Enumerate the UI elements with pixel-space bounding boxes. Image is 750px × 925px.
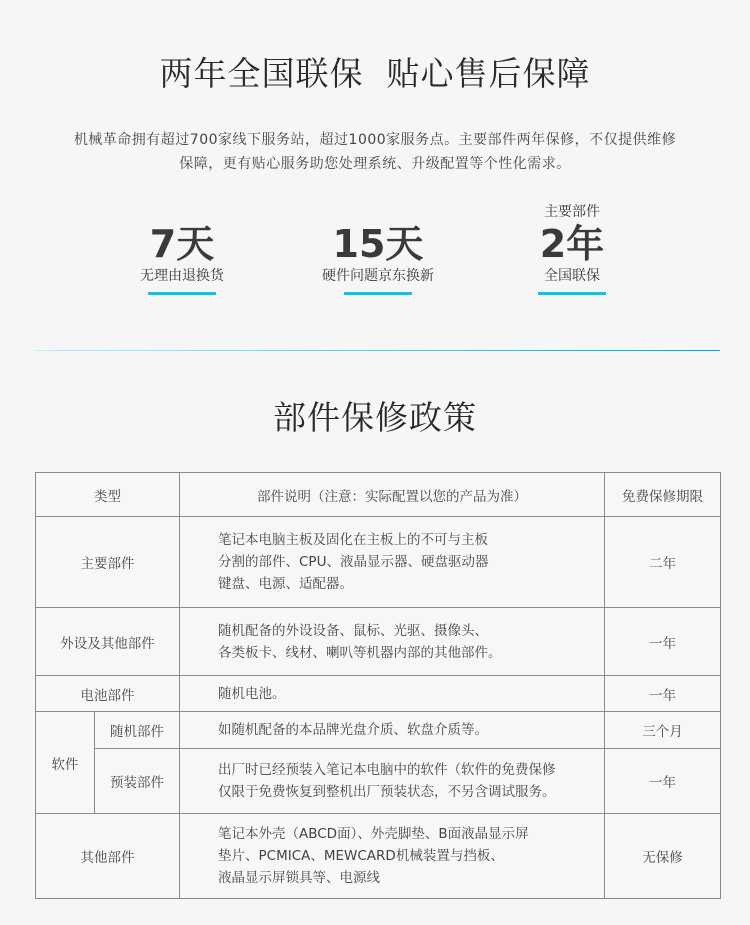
period-cell: 一年 xyxy=(605,676,721,712)
table-header-row xyxy=(36,473,721,517)
page-headline: 两年全国联保 贴心售后保障 xyxy=(159,54,591,93)
stat-exchange-15-days xyxy=(293,222,463,295)
stat-caption: 硬件问题京东换新 xyxy=(322,268,434,284)
stat-warranty-2-years xyxy=(487,202,657,295)
type-cell: 电池部件 xyxy=(36,676,180,712)
header-period: 免费保修期限 xyxy=(605,473,721,517)
type-cell: 外设及其他部件 xyxy=(36,608,180,676)
section-title: 部件保修政策 xyxy=(273,398,477,437)
subtype-cell: 随机部件 xyxy=(95,712,180,749)
table-row xyxy=(36,608,721,676)
type-cell: 其他部件 xyxy=(36,814,180,899)
table-row xyxy=(36,749,721,814)
description-line: 键盘、电源、适配器。 xyxy=(218,576,353,592)
description-line: 各类板卡、线材、喇叭等机器内部的其他部件。 xyxy=(218,644,502,661)
warranty-policy-table xyxy=(35,472,721,899)
stat-label: 主要部件 xyxy=(544,204,600,220)
stat-value: 2年 xyxy=(539,222,605,266)
description-line: 出厂时已经预装入笔记本电脑中的软件（软件的免费保修 xyxy=(218,762,556,778)
description-line: 笔记本外壳（ABCD面）、外壳脚垫、B面液晶显示屏 xyxy=(218,826,529,842)
intro-text xyxy=(30,128,720,176)
table-row xyxy=(36,517,721,608)
table-row xyxy=(36,676,721,712)
description-line: 如随机配备的本品牌光盘介质、软盘介质等。 xyxy=(218,722,488,738)
header-type: 类型 xyxy=(36,473,180,517)
stat-value: 15天 xyxy=(332,222,424,266)
intro-line: 保障，更有贴心服务助您处理系统、升级配置等个性化需求。 xyxy=(179,156,571,172)
description-cell xyxy=(180,712,605,749)
stat-underline xyxy=(538,292,606,295)
description-cell xyxy=(180,749,605,814)
period-cell: 一年 xyxy=(605,608,721,676)
section-divider xyxy=(35,350,720,351)
description-line: 垫片、PCMICA、MEWCARD机械装置与挡板、 xyxy=(218,848,504,864)
stat-underline xyxy=(148,292,216,295)
stat-underline xyxy=(344,292,412,295)
period-cell: 三个月 xyxy=(605,712,721,749)
header-description: 部件说明（注意：实际配置以您的产品为准） xyxy=(180,473,605,517)
table-row xyxy=(36,814,721,899)
description-cell xyxy=(180,676,605,712)
type-cell: 主要部件 xyxy=(36,517,180,608)
period-cell: 二年 xyxy=(605,517,721,608)
period-cell: 一年 xyxy=(605,749,721,814)
description-cell xyxy=(180,814,605,899)
intro-line: 机械革命拥有超过700家线下服务站，超过1000家服务点。主要部件两年保修，不仅提供维修 xyxy=(73,132,677,148)
description-cell xyxy=(180,517,605,608)
description-cell xyxy=(180,608,605,676)
stat-return-7-days xyxy=(97,222,267,295)
description-line: 笔记本电脑主板及固化在主板上的不可与主板 xyxy=(218,532,488,548)
description-line: 随机电池。 xyxy=(218,685,286,702)
type-cell-software: 软件 xyxy=(36,712,95,814)
table-row xyxy=(36,712,721,749)
description-line: 仅限于免费恢复到整机出厂预装状态，不另含调试服务。 xyxy=(218,784,556,800)
subtype-cell: 预装部件 xyxy=(95,749,180,814)
stat-caption: 全国联保 xyxy=(544,268,600,284)
stat-value: 7天 xyxy=(149,222,215,266)
description-line: 分割的部件、CPU、液晶显示器、硬盘驱动器 xyxy=(218,554,489,570)
stat-caption: 无理由退换货 xyxy=(140,268,224,284)
description-line: 液晶显示屏锁具等、电源线 xyxy=(218,870,380,886)
period-cell: 无保修 xyxy=(605,814,721,899)
description-line: 随机配备的外设设备、鼠标、光驱、摄像头、 xyxy=(218,622,488,639)
